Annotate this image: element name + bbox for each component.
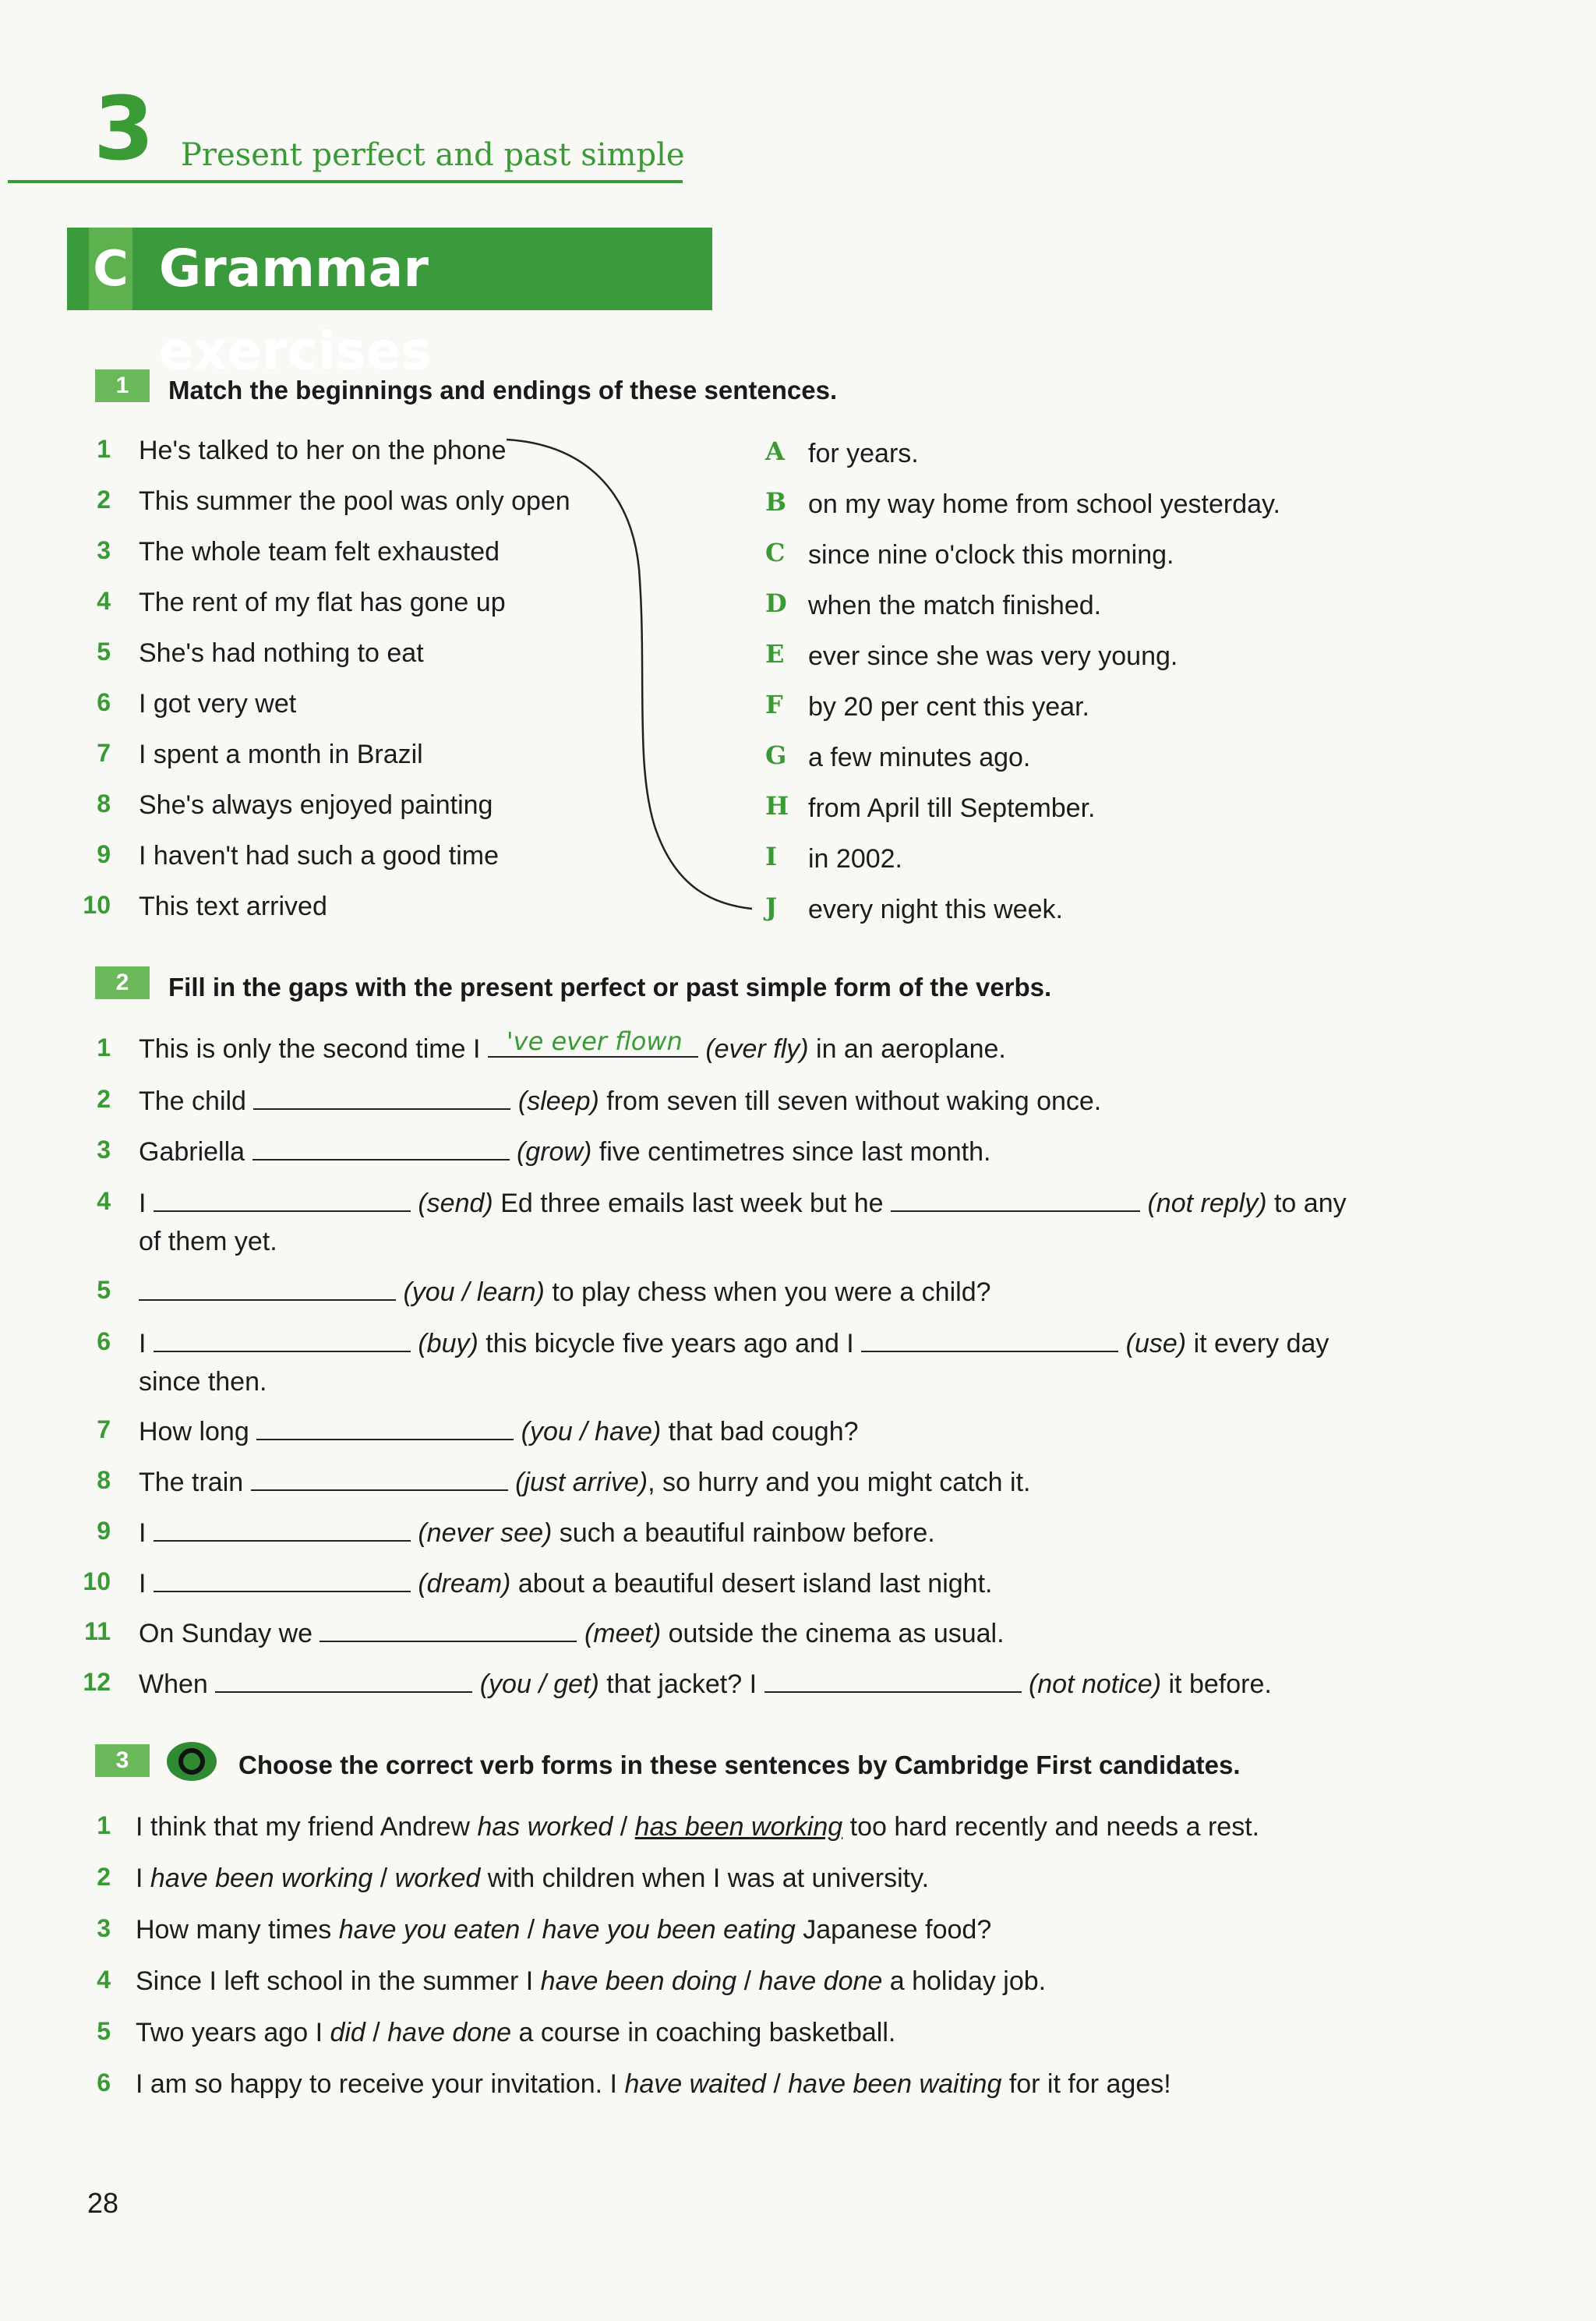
item-number: 1 <box>97 1033 111 1062</box>
item-number: 3 <box>97 1914 111 1942</box>
item-number: 1 <box>97 435 111 463</box>
answer-gap[interactable] <box>891 1190 1140 1212</box>
item-number: 2 <box>97 1085 111 1113</box>
item-number: 1 <box>97 1811 111 1839</box>
item-number: 7 <box>97 739 111 767</box>
sentence-ending: ever since she was very young. <box>808 641 1178 671</box>
item-number: 5 <box>97 1276 111 1304</box>
answer-gap[interactable] <box>764 1671 1022 1693</box>
answer-gap[interactable] <box>320 1620 577 1642</box>
ex2-item-6: I (buy) this bicycle five years ago and I (use) it every day <box>139 1329 1329 1358</box>
answer-gap[interactable] <box>488 1026 698 1058</box>
sentence-beginning: The rent of my flat has gone up <box>139 588 506 617</box>
item-number: 4 <box>97 1187 111 1215</box>
item-number: 3 <box>97 1136 111 1164</box>
sentence-beginning: This summer the pool was only open <box>139 486 570 516</box>
item-number: 6 <box>97 2068 111 2097</box>
sentence-beginning: I got very wet <box>139 689 297 719</box>
sentence-beginning: I spent a month in Brazil <box>139 740 423 769</box>
section-title: Grammar exercises <box>159 238 432 381</box>
item-number: 9 <box>97 1517 111 1545</box>
item-number: 10 <box>83 1567 111 1595</box>
ex2-item-6-continuation: since then. <box>139 1367 267 1397</box>
sentence-ending: on my way home from school yesterday. <box>808 489 1280 519</box>
ending-letter: I <box>765 842 777 871</box>
answer-gap[interactable] <box>256 1418 514 1440</box>
option-a[interactable]: has worked <box>477 1812 613 1842</box>
answer-gap[interactable] <box>139 1279 396 1301</box>
cambridge-corpus-icon <box>167 1742 217 1781</box>
exercise-3-number: 3 <box>95 1744 150 1777</box>
ex2-item-1: This is only the second time I 've ever flown (ever fly) in an aeroplane. <box>139 1026 1006 1064</box>
item-number: 6 <box>97 688 111 716</box>
item-number: 4 <box>97 587 111 615</box>
unit-number: 3 <box>94 79 154 180</box>
ending-letter: F <box>765 690 783 719</box>
sentence-beginning: She's had nothing to eat <box>139 638 424 668</box>
answer-gap[interactable] <box>861 1330 1118 1352</box>
sentence-beginning: She's always enjoyed painting <box>139 790 493 820</box>
item-number: 11 <box>84 1617 111 1645</box>
answer-gap[interactable] <box>253 1088 510 1110</box>
exercise-1-number: 1 <box>95 369 150 402</box>
sentence-ending: for years. <box>808 439 919 468</box>
sentence-ending: every night this week. <box>808 895 1063 924</box>
ending-letter: B <box>765 487 787 517</box>
ex2-item-12: When (you / get) that jacket? I (not notice) it before. <box>139 1669 1272 1699</box>
option-a[interactable]: did <box>330 2018 365 2047</box>
exercise-2-instruction: Fill in the gaps with the present perfect or past simple form of the verbs. <box>168 973 1052 1002</box>
option-b[interactable]: worked <box>394 1864 481 1893</box>
section-letter: C <box>89 228 132 310</box>
sentence-ending: since nine o'clock this morning. <box>808 540 1174 570</box>
header-rule <box>8 180 683 183</box>
option-b[interactable]: have done <box>758 1966 883 1996</box>
item-number: 5 <box>97 638 111 666</box>
item-number: 2 <box>97 1863 111 1891</box>
ex2-item-2: The child (sleep) from seven till seven without waking once. <box>139 1086 1102 1116</box>
answer-gap[interactable] <box>251 1469 508 1491</box>
ex3-sentence: I think that my friend Andrew has worked / has been working too hard recently and needs a rest. <box>136 1812 1260 1842</box>
ending-letter: J <box>765 892 778 922</box>
ex2-item-5: (you / learn) to play chess when you were a child? <box>139 1277 991 1308</box>
matching-line <box>499 436 764 920</box>
item-number: 7 <box>97 1415 111 1443</box>
answer-gap[interactable] <box>154 1190 411 1212</box>
option-b[interactable]: have you been eating <box>542 1915 796 1945</box>
answer-gap[interactable] <box>252 1139 510 1160</box>
option-a[interactable]: have been working <box>150 1864 373 1893</box>
ex3-sentence: Two years ago I did / have done a course in coaching basketball. <box>136 2018 896 2047</box>
ex3-sentence: I am so happy to receive your invitation. I have waited / have been waiting for it for ages! <box>136 2069 1171 2099</box>
sentence-ending: by 20 per cent this year. <box>808 692 1089 722</box>
answer-gap[interactable] <box>215 1671 472 1693</box>
ex2-item-7: How long (you / have) that bad cough? <box>139 1417 859 1447</box>
ending-letter: D <box>765 588 787 618</box>
ex2-item-3: Gabriella (grow) five centimetres since last month. <box>139 1137 991 1167</box>
option-a[interactable]: have you eaten <box>338 1915 521 1945</box>
sentence-beginning: I haven't had such a good time <box>139 841 500 871</box>
ex2-item-10: I (dream) about a beautiful desert island last night. <box>139 1569 993 1599</box>
option-a[interactable]: have waited <box>624 2069 766 2099</box>
ex3-sentence: Since I left school in the summer I have been doing / have done a holiday job. <box>136 1966 1047 1996</box>
item-number: 6 <box>97 1327 111 1355</box>
item-number: 3 <box>97 536 111 564</box>
option-b[interactable]: have done <box>387 2018 512 2047</box>
item-number: 4 <box>97 1966 111 1994</box>
answer-gap[interactable] <box>154 1520 411 1542</box>
ex2-item-4: I (send) Ed three emails last week but he (not reply) to any <box>139 1189 1347 1218</box>
ex2-item-8: The train (just arrive), so hurry and you might catch it. <box>139 1468 1031 1497</box>
item-number: 10 <box>83 891 111 919</box>
answer-gap[interactable] <box>154 1570 411 1592</box>
item-number: 5 <box>97 2017 111 2045</box>
option-b[interactable]: has been working <box>634 1812 843 1842</box>
sentence-ending: in 2002. <box>808 844 902 874</box>
answer-gap[interactable] <box>154 1330 411 1352</box>
unit-title: Present perfect and past simple <box>181 137 685 173</box>
sentence-beginning: This text arrived <box>139 892 327 921</box>
section-banner <box>67 228 712 381</box>
item-number: 12 <box>83 1668 111 1696</box>
sentence-beginning: The whole team felt exhausted <box>139 537 500 567</box>
item-number: 8 <box>97 790 111 818</box>
ex3-sentence: I have been working / worked with children when I was at university. <box>136 1864 930 1893</box>
ex3-sentence: How many times have you eaten / have you been eating Japanese food? <box>136 1915 992 1945</box>
page-number: 28 <box>87 2187 119 2219</box>
ending-letter: E <box>765 639 785 669</box>
sentence-ending: from April till September. <box>808 793 1096 823</box>
ex2-item-9: I (never see) such a beautiful rainbow before. <box>139 1518 935 1548</box>
item-number: 9 <box>97 840 111 868</box>
ending-letter: G <box>765 740 787 770</box>
exercise-3-instruction: Choose the correct verb forms in these sentences by Cambridge First candidates. <box>238 1750 1241 1779</box>
exercise-1-instruction: Match the beginnings and endings of these sentences. <box>168 376 838 404</box>
sentence-ending: a few minutes ago. <box>808 743 1031 772</box>
ex2-item-11: On Sunday we (meet) outside the cinema as usual. <box>139 1619 1005 1648</box>
item-number: 2 <box>97 486 111 514</box>
option-a[interactable]: have been doing <box>540 1966 737 1996</box>
ex2-item-4-continuation: of them yet. <box>139 1227 277 1256</box>
sentence-beginning: He's talked to her on the phone <box>139 436 507 465</box>
sentence-ending: when the match finished. <box>808 591 1102 620</box>
ending-letter: H <box>765 791 789 821</box>
ending-letter: A <box>765 436 785 466</box>
exercise-2-number: 2 <box>95 966 150 999</box>
ending-letter: C <box>765 538 786 567</box>
item-number: 8 <box>97 1466 111 1494</box>
option-b[interactable]: have been waiting <box>788 2069 1002 2099</box>
example-answer: 've ever flown <box>506 1026 683 1056</box>
